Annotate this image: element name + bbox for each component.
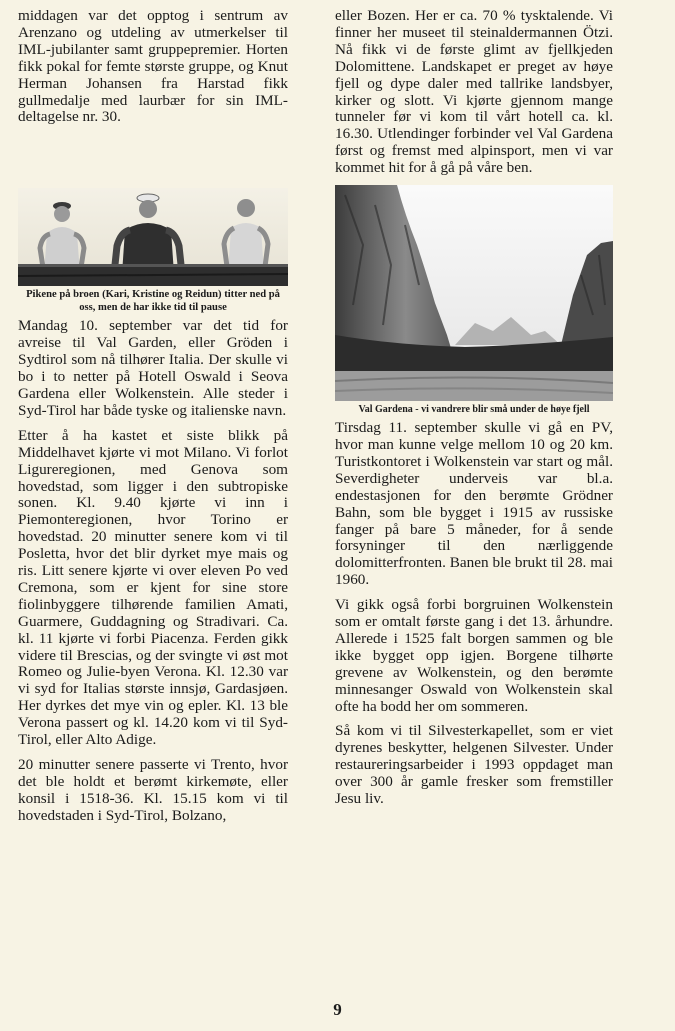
- val-gardena-image: [335, 185, 613, 401]
- paragraph-vi-gikk: Vi gikk også forbi borgruinen Wolkenstein som er omtalt første gang i det 13. århundre. Allerede i 1525 falt borgen sammen og ble ikke bygget opp igjen. Borgene tilhørte grevene av Wolkenstein, og den berømte minnesanger Oswald von Wolkenstein skal ofte ha bodd her om sommeren.: [335, 596, 613, 715]
- paragraph-etter: Etter å ha kastet et siste blikk på Middelhavet kjørte vi mot Milano. Vi forlot Ligureregionen, med Genova som hovedstad, som ligger i den subtropiske sonen. Kl. 9.40 kjørte vi inn i Piemonteregionen, hvor Torino er hovedstad. 20 minutter senere kom vi til Posletta, hvor det blir dyrket mye mais og ris. Litt senere kjørte vi over eleven Po ved Cremona, som er kjent for sine store fiolinbyggere tilhørende familien Amati, Guarmere, Guddagning og Stradivari. Ca. kl. 11 kjørte vi forbi Piacenza. Ferden gikk videre til Brescias, og der svingte vi øst mot Romeo og Julie-byen Verona. Kl. 12.30 var vi syd for Italias største innsjø, Gardasjøen. Her dyrkes det mye vin og epler. Kl. 13 ble Verona passert og kl. 14.20 kom vi til Syd-Tirol, eller Alto Adige.: [18, 426, 288, 749]
- paragraph-arenzano: middagen var det opptog i sentrum av Arenzano og utdeling av utmerkelser til IML-jubilanter samt gruppepremier. Horten fikk pokal for femte største gruppe, og Knut Herman Johansen fra Harstad fikk gullmedalje med laurbær for sin IML-deltagelse nr. 30.: [18, 7, 288, 126]
- photo-val-gardena: [335, 185, 613, 401]
- paragraph-silvesterkapellet: Så kom vi til Silvesterkapellet, som er viet dyrenes beskytter, helgenen Silvester. Under restaureringsarbeider i 1993 oppdaget man over 300 år gamle fresker som fremstiller Jesu liv.: [335, 722, 613, 808]
- paragraph-bozen: eller Bozen. Her er ca. 70 % tysktalende. Vi finner her museet til steinaldermannen Ötzi. Nå fikk vi de første glimt av fjellkjeden Dolomittene. Landskapet er preget av høye fjell og dype daler med tallrike landsbyer, kirker og slott. Vi kjørte gjennom mange tunneler før vi kom til vårt hotell ca. kl. 16.30. Utlendinger forbinder vel Val Gardena først og fremst med alpinsport, men vi var kommet hit for å gå på våre ben.: [335, 7, 613, 177]
- photo-caption-val-gardena: Val Gardena - vi vandrere blir små under de høye fjell: [358, 404, 590, 416]
- women-on-bridge-image: [18, 188, 288, 286]
- photo-women-on-bridge: [18, 188, 288, 286]
- paragraph-mandag: Mandag 10. september var det tid for avreise til Val Garden, eller Gröden i Sydtirol som nå tilhører Italia. Der skulle vi bo i to netter på Hotell Oswald i Seova Gardena eller Wolkenstein. Alle steder i Syd-Tirol har både tyske og italienske navn.: [18, 317, 288, 419]
- left-column: [18, 8, 288, 833]
- right-column: [335, 8, 613, 816]
- paragraph-tirsdag: Tirsdag 11. september skulle vi gå en PV, hvor man kunne velge mellom 10 og 20 km. Turistkontoret i Wolkenstein var start og mål. Severdigheter underveis var bl.a. endestasjonen for den berømte Grödner Bahn, som ble bygget i 1915 av russiske fanger på bare 5 måneder, for å sende forsyninger til den nærliggende dolomitterfronten. Banen ble brukt til 28. mai 1960.: [335, 419, 613, 589]
- paragraph-trento: 20 minutter senere passerte vi Trento, hvor det ble holdt et berømt kirkemøte, eller konsil i 1518-36. Kl. 15.15 kom vi til hovedstaden i Syd-Tirol, Bolzano,: [18, 756, 288, 824]
- photo-caption-women: Pikene på broen (Kari, Kristine og Reidun) titter ned på oss, men de har ikke tid til pause: [26, 289, 280, 314]
- page-number: 9: [333, 1000, 342, 1019]
